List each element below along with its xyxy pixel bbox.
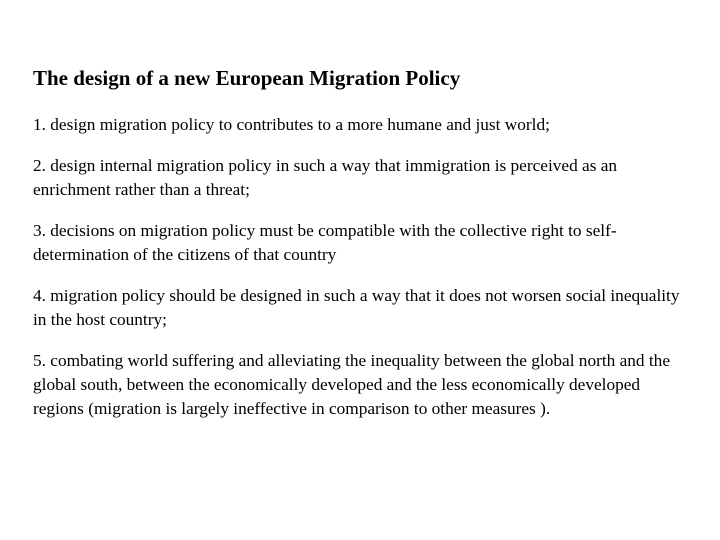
slide-content <box>33 64 693 438</box>
policy-point-4: 4. migration policy should be designed in such a way that it does not worsen social inequality in the host country; <box>33 286 680 329</box>
policy-point-1: 1. design migration policy to contributes to a more humane and just world; <box>33 115 550 134</box>
policy-point-2: 2. design internal migration policy in such a way that immigration is perceived as an enrichment rather than a threat; <box>33 156 618 199</box>
slide-title: The design of a new European Migration Policy <box>33 66 461 90</box>
policy-point-3: 3. decisions on migration policy must be compatible with the collective right to self-determination of the citizens of that country <box>33 221 617 264</box>
policy-point-5: 5. combating world suffering and alleviating the inequality between the global north and the global south, between the economically developed and the less economically developed regions (migration is largely ineffective in comparison to other measures ). <box>33 351 670 418</box>
